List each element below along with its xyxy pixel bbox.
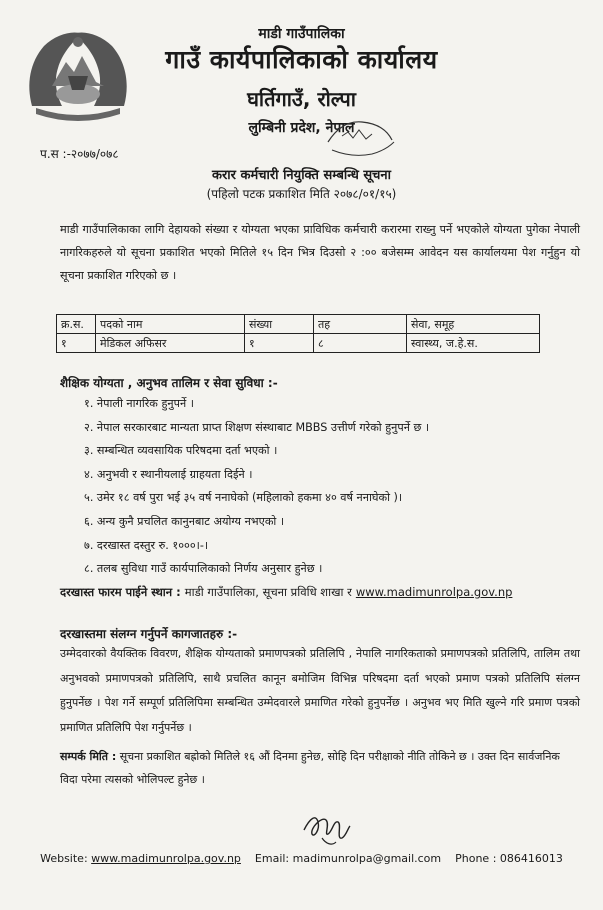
footer-website-link[interactable]: www.madimunrolpa.gov.np [91,852,241,865]
office-location: घर्तिगाउँ, रोल्पा [247,87,356,111]
website-link[interactable]: www.madimunrolpa.gov.np [355,585,513,599]
posts-table [56,314,540,353]
table-cell: १ [57,334,96,353]
reference-number: प.स :-२०७७/०७८ [40,147,119,161]
list-item: ६. अन्य कुनै प्रचलित कानुनबाट अयोग्य नभएको । [84,514,285,528]
header-cell: संख्या [245,315,314,334]
footer-phone: 086416013 [499,852,563,865]
qualifications-heading: शैक्षिक योग्यता , अनुभव तालिम र सेवा सुविधा :- [60,376,278,390]
contact-label: सम्पर्क मिति : [60,750,117,763]
intro-paragraph: माडी गाउँपालिकाका लागि देहायको संख्या र योग्यता भएका प्राविधिक कर्मचारी करारमा राख्नु पर्ने भएकोले योग्यता पुगेका नेपाली नागरिकहरुले यो सूचना प्रकाशित भएको मितिले १५ दिन भित्र दिउसो २ :०० बजेसम्म आवेदन यस कार्यालयमा पेश गर्नुहुन यो सूचना प्रकाशित गरिएको छ । [60,223,580,282]
contact-paragraph [60,745,580,791]
list-item: ८. तलब सुविधा गाउँ कार्यपालिकाको निर्णय अनुसार हुनेछ । [84,562,323,576]
list-item: ४. अनुभवी र स्थानीयलाई ग्राहयता दिईने । [84,467,253,481]
form-location-label: दरखास्त फारम पाईने स्थान : [60,585,181,599]
footer [0,852,603,865]
footer-phone-label: Phone : [455,852,497,865]
table-cell: ८ [314,334,407,353]
table-cell: स्वास्थ्य, ज.हे.स. [407,334,540,353]
list-item: ७. दरखास्त दस्तुर रु. १०००।-। [84,538,209,552]
contact-text: सूचना प्रकाशित बह्रोको मितिले १६ औं दिनमा हुनेछ, सोहि दिन परीक्षाको नीति तोकिने छ । उक्त दिन सार्वजनिक विदा परेमा त्यसको भोलिपल्ट हुनेछ । [60,750,560,786]
table-row [57,334,540,353]
footer-email-label: Email: [254,852,290,865]
list-item: ३. सम्बन्धित व्यवसायिक परिषदमा दर्ता भएको । [84,444,278,458]
municipality-name: माडी गाउँपालिका [258,26,345,42]
qualifications-list [84,394,429,583]
header-cell: सेवा, समूह [407,315,540,334]
footer-email[interactable]: madimunrolpa@gmail.com [292,852,442,865]
list-item: २. नेपाल सरकारबाट मान्यता प्राप्त शिक्षण संस्थाबाट MBBS उत्तीर्ण गरेको हुनुपर्ने छ । [84,420,430,434]
header-cell: क्र.स. [57,315,96,334]
office-name: गाउँ कार्यपालिकाको कार्यालय [165,45,438,74]
list-item: १. नेपाली नागरिक हुनुपर्ने । [84,397,194,410]
documents-paragraph: उम्मेदवारको वैयक्तिक विवरण, शैक्षिक योग्यताको प्रमाणपत्रको प्रतिलिपि , नेपालि नागरिकताको प्रमाणपत्रको प्रतिलिपि, तालिम तथा अनुभवको प्रमाणपत्रको प्रतिलिपि, साथै प्रचलित कानून बमोजिम विभिन्न परिषदमा दर्ता भएको प्रमाण पत्रको प्रतिलिपि संलग्न हुनुपर्नेछ । पेश गर्ने सम्पूर्ण प्रतिलिपिमा सम्बन्धित उम्मेदवारले प्रमाणित गरेको हुनुपर्नेछ । अनुभव भए मिति खुल्ने गरि प्रमाण पत्रको प्रमाणित प्रतिलिपि पेश गर्नुपर्नेछ । [60,647,580,734]
footer-website-label: Website: [40,852,88,865]
form-location [60,585,512,600]
form-location-value: माडी गाउँपालिका, सूचना प्रविधि शाखा र [184,585,352,599]
header-cell: पदको नाम [96,315,245,334]
notice-title: करार कर्मचारी नियुक्ति सम्बन्धि सूचना [211,168,392,183]
notice-subtitle: (पहिलो पटक प्रकाशित मिति २०७८/०१/१५) [206,187,397,201]
table-cell: मेडिकल अफिसर [96,334,245,353]
official-stamp-icon [322,112,400,162]
table-cell: १ [245,334,314,353]
list-item: ५. उमेर १८ वर्ष पुरा भई ३५ वर्ष ननाघेको (महिलाको हकमा ४० वर्ष ननाघेको )। [84,491,403,505]
table-header-row [57,315,540,334]
documents-heading: दरखास्तमा संलग्न गर्नुपर्ने कागजातहरु :- [60,627,238,641]
signature-icon [296,800,356,850]
header-cell: तह [314,315,407,334]
province-name: लुम्बिनी प्रदेश, नेपाल [248,120,355,136]
